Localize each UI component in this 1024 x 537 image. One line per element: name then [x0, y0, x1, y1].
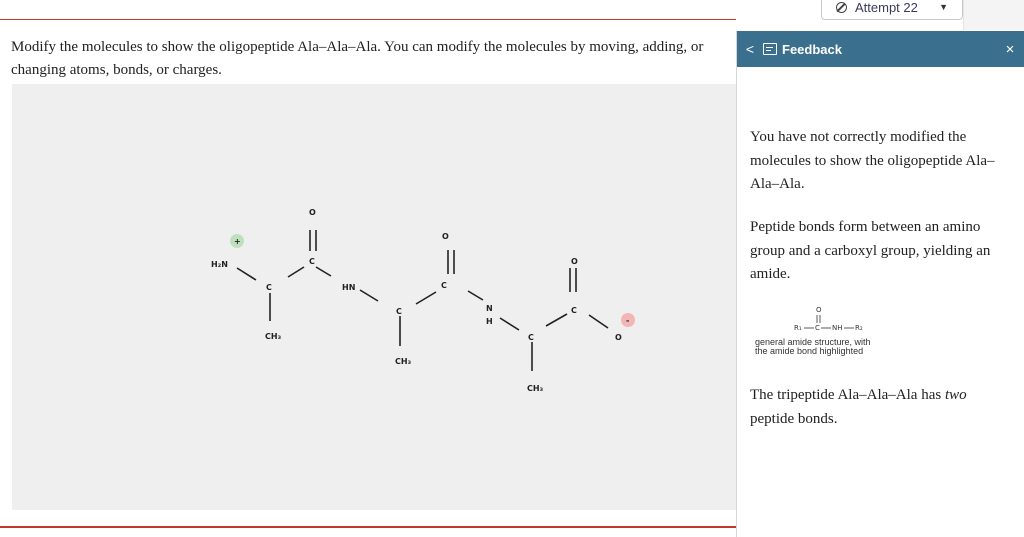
- header-right-strip: [963, 0, 1024, 30]
- amide-r2: R₂: [855, 324, 863, 332]
- top-divider: [0, 19, 736, 20]
- atom-ch3-3[interactable]: CH₃: [527, 384, 544, 393]
- atom-n[interactable]: N: [486, 304, 493, 313]
- feedback-icon: [763, 43, 777, 55]
- para3-prefix: The tripeptide Ala–Ala–Ala has: [750, 387, 945, 403]
- feedback-paragraph-3: [750, 384, 1012, 431]
- feedback-title: Feedback: [782, 41, 842, 57]
- atom-c2[interactable]: C: [309, 257, 315, 266]
- atom-ch3-2[interactable]: CH₃: [395, 357, 412, 366]
- feedback-paragraph-2: Peptide bonds form between an amino group and a carboxyl group, yielding an amide.: [750, 219, 991, 282]
- chevron-down-icon: ▼: [939, 2, 948, 12]
- atom-h: H: [486, 317, 493, 326]
- feedback-paragraph-1: You have not correctly modified the molecules to show the oligopeptide Ala–Ala–Ala.: [750, 129, 995, 192]
- molecule-drawing-canvas[interactable]: [12, 84, 736, 510]
- bottom-divider: [0, 526, 736, 528]
- amide-nh: NH: [832, 324, 843, 332]
- atom-c5[interactable]: C: [528, 333, 534, 342]
- amide-c: C: [815, 324, 820, 332]
- feedback-panel: [736, 31, 1024, 537]
- attempt-selector[interactable]: [821, 0, 963, 20]
- question-text: Modify the molecules to show the oligopeptide Ala–Ala–Ala. You can modify the molecules by moving, adding, or changing atoms, bonds, or charges.: [11, 39, 704, 78]
- figure-caption: [755, 338, 871, 356]
- feedback-header: [737, 31, 1024, 67]
- caption-line-1: general amide structure, with: [755, 337, 871, 347]
- atom-h2n[interactable]: H₂N: [211, 260, 228, 269]
- amide-o: O: [816, 306, 822, 314]
- atom-c1[interactable]: C: [266, 283, 272, 292]
- para3-suffix: peptide bonds.: [750, 410, 838, 427]
- atom-ch3-1[interactable]: CH₃: [265, 332, 282, 341]
- atom-o2[interactable]: O: [442, 232, 449, 241]
- atom-c4[interactable]: C: [441, 281, 447, 290]
- atom-plus-charge: +: [234, 237, 241, 246]
- close-button[interactable]: ×: [1005, 40, 1015, 58]
- atom-o1[interactable]: O: [309, 208, 316, 217]
- amide-r1: R₁: [794, 324, 802, 332]
- attempt-label: Attempt 22: [855, 0, 918, 15]
- bond-lines: [237, 230, 608, 371]
- no-entry-icon: [836, 2, 847, 13]
- atom-hn[interactable]: HN: [342, 283, 356, 292]
- atom-c6[interactable]: C: [571, 306, 577, 315]
- caption-line-2: the amide bond highlighted: [755, 346, 864, 356]
- molecule-structure: [12, 84, 736, 510]
- atom-o3[interactable]: O: [571, 257, 578, 266]
- atom-o4[interactable]: O: [615, 333, 622, 342]
- atom-minus-charge: -: [626, 316, 630, 325]
- para3-emphasis: two: [944, 387, 967, 403]
- back-button[interactable]: <: [745, 41, 755, 57]
- atom-c3[interactable]: C: [396, 307, 402, 316]
